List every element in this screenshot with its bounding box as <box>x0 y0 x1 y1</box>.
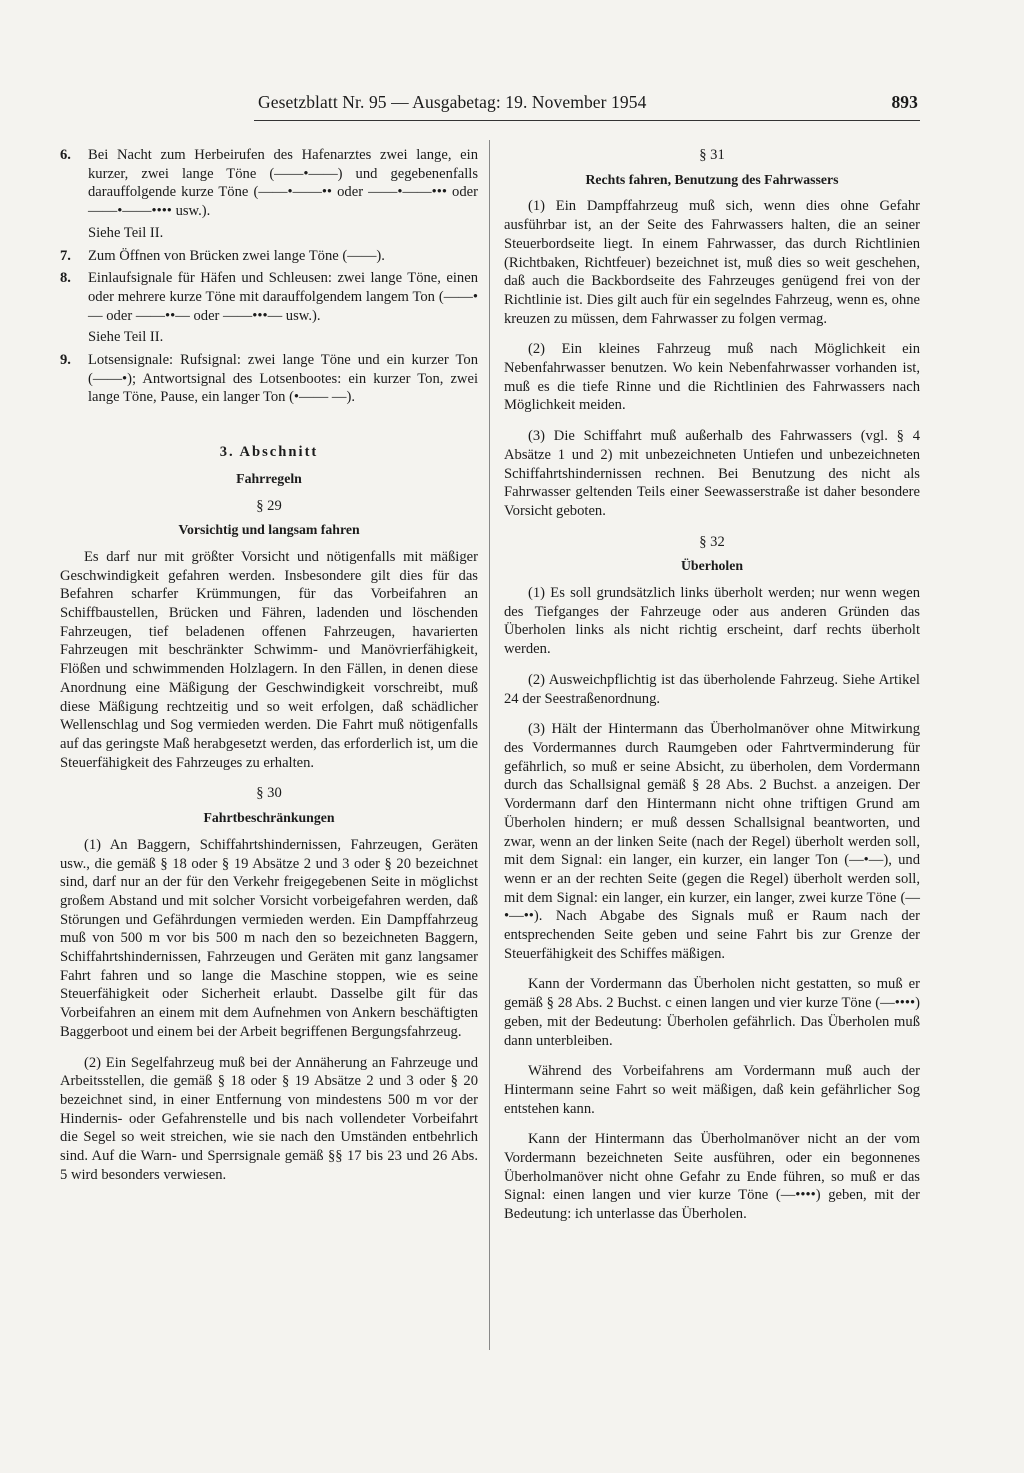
item-text: Zum Öffnen von Brücken zwei lange Töne (——). <box>88 247 385 264</box>
item-text: Bei Nacht zum Herbeirufen des Hafenarztes zwei lange, ein kurzer, zwei lange Töne (——•——) und gegebenenfalls darauffolgende kurze Töne (——•——•• oder ——•——••• oder ——•——•••• usw.). <box>88 147 478 220</box>
paragraph-text: (1) An Baggern, Schiffahrtshindernissen, Fahrzeugen, Geräten usw., die gemäß § 18 oder § 19 Absätze 2 und 3 oder § 20 bezeichnet sind, darf nur an der für den Verkehr freigegebenen Seite in möglichst großem Abstand und mit solcher Vorsicht vorbeigefahren werden, daß Störungen und Gefährdungen vermieden werden. Ein Dampffahrzeug muß von 500 m vor bis 500 m nach den so bezeichneten Baggern, Schiffahrtshindernissen, Fahrzeugen und Geräten mit ganz langsamer Fahrt fahren und so lange die Maschine stoppen, wie es seine Steuerfähigkeit oder Sicherheit erlaubt. Dasselbe gilt für das Vorbeifahren an einem mit dem Aufnehmen von Ankern beschäftigten Baggerboot und einem bei der Arbeit begriffenen Bergungsfahrzeug. <box>60 836 478 1040</box>
list-item <box>60 247 478 266</box>
list-item <box>60 146 478 243</box>
paragraph-text: Während des Vorbeifahrens am Vordermann muß auch der Hintermann seine Fahrt so weit mäßigen, daß kein gefährlicher Sog entstehen kann. <box>504 1063 920 1117</box>
paragraph-text: (2) Ausweichpflichtig ist das überholende Fahrzeug. Siehe Artikel 24 der Seestraßenordnung. <box>504 671 920 707</box>
item-number: 7. <box>60 247 71 264</box>
paragraph-sign: § 31 <box>699 147 725 163</box>
page-number: 893 <box>891 92 918 112</box>
item-number: 8. <box>60 270 71 287</box>
item-text: Einlaufsignale für Häfen und Schleusen: zwei lange Töne, einen oder mehrere kurze Töne mit darauffolgendem langem Ton (——•— oder ——••— oder ——•••— usw.). <box>88 270 478 324</box>
paragraph-title: Vorsichtig und langsam fahren <box>178 522 360 538</box>
paragraph-text: Kann der Hintermann das Überholmanöver nicht an der vom Vordermann bezeichneten Seite ausführen, oder ein begonnenes Überholmanöver nicht ohne Gefahr zu Ende führen, so muß er das Signal: einen langen und vier kurze Töne (—••••) geben, mit der Bedeutung: ich unterlasse das Überholen. <box>504 1131 920 1223</box>
item-number: 9. <box>60 352 71 369</box>
section-title: Fahrregeln <box>236 470 302 486</box>
paragraph-sign: § 30 <box>256 785 282 802</box>
item-text: Lotsensignale: Rufsignal: zwei lange Töne und ein kurzer Ton (——•); Antwortsignal des Lotsenbootes: ein kurzer Ton, zwei lange Töne, Pause, ein langer Ton (•—— —). <box>88 352 478 406</box>
paragraph-text: Kann der Vordermann das Überholen nicht gestatten, so muß er gemäß § 28 Abs. 2 Buchst. c einen langen und vier kurze Töne (—••••) geben, mit der Bedeutung: Überholen gefährlich. Das Überholen muß dann unterbleiben. <box>504 976 920 1049</box>
section-heading: 3. Abschnitt <box>219 444 319 461</box>
header-title: Gesetzblatt Nr. 95 — Ausgabetag: 19. November 1954 <box>258 92 647 112</box>
list-item <box>60 351 478 407</box>
left-column <box>60 146 478 1196</box>
paragraph-text: (1) Ein Dampffahrzeug muß sich, wenn dies ohne Gefahr ausführbar ist, an der Seite des Fahrwassers halten, die an seiner Steuerbordseite liegt. In einem Fahrwasser, das durch Richtlinien (Richtbaken, Richtfeuer) bezeichnet ist, muß dies so weit geschehen, daß auch die Backbordseite des Fahrzeuges genügend frei von der Richtlinie ist. Dies gilt auch für ein segelndes Fahrzeug, wenn es, ohne kreuzen zu müssen, dem Fahrwasser zu folgen vermag. <box>504 198 920 327</box>
paragraph-text: Es darf nur mit größter Vorsicht und nötigenfalls mit mäßiger Geschwindigkeit gefahren werden. Insbesondere gilt dies für das Befahren scharfer Krümmungen, für das Vorbeifahren an Schiffbaustellen, Brücken und Fähren, ladenden und löschenden Fahrzeugen, tief beladenen offenen Fahrzeugen, havarierten Fahrzeugen mit beschränkter Schwimm- und Manövrierfähigkeit, Flößen und schwimmenden Holzlagern. In den Fällen, in denen diese Anordnung eine Mäßigung der Geschwindigkeit vorschreibt, muß diese Mäßigung rechtzeitig und so weit erfolgen, daß schädlicher Wellenschlag und Sog vermieden werden. Die Fahrt muß nötigenfalls auf das geringste Maß herabgesetzt werden, das erforderlich ist, um die Steuerfähigkeit des Fahrzeuges zu erhalten. <box>60 548 478 771</box>
item-note: Siehe Teil II. <box>88 329 164 346</box>
right-column <box>504 146 920 1236</box>
list-item <box>60 269 478 347</box>
paragraph-title: Fahrtbeschränkungen <box>203 810 335 826</box>
paragraph-text: (3) Hält der Hintermann das Überholmanöver ohne Mitwirkung des Vordermannes durch Raumgeben oder Fahrtverminderung für gefährlich, so muß er seine Absicht, zu überholen, dem Vordermann durch das Schallsignal gemäß § 28 Abs. 2 Buchst. a anzeigen. Der Vordermann darf den Hintermann nicht ohne triftigen Grund am Überholen hindern; er muß dessen Schallsignal beantworten, und zwar, wenn an der linken Seite (nach der Regel) überholt werden soll, mit dem Signal: ein langer, ein kurzer, ein langer Ton (—•—), und wenn er an der rechten Seite (gegen die Regel) überholt werden soll, mit dem Signal: ein langer, ein kurzer, ein langer, zwei kurze Töne (—•—••). Nach Abgabe des Signals muß er Raum nach der entsprechenden Seite geben und seine Fahrt bis zur Grenze der Steuerfähigkeit des Schiffes mäßigen. <box>504 721 920 962</box>
paragraph-text: (1) Es soll grundsätzlich links überholt werden; nur wenn wegen des Tiefganges der Fahrzeuge oder aus anderen Gründen das Überholen links als nicht richtig erscheint, darf rechts überholt werden. <box>504 585 920 658</box>
paragraph-title: Überholen <box>680 558 744 574</box>
item-note: Siehe Teil II. <box>88 224 164 241</box>
item-number: 6. <box>60 147 71 163</box>
paragraph-sign: § 29 <box>256 497 282 514</box>
paragraph-sign: § 32 <box>699 533 725 550</box>
paragraph-text: (2) Ein Segelfahrzeug muß bei der Annäherung an Fahrzeuge und Arbeitsstellen, die gemäß § 18 oder § 19 Absätze 2 und 3 oder § 20 bezeichnet sind, in einer Entfernung von mindestens 500 m vor der Hindernis- oder Gefahrenstelle und bis nach vollendeter Vorbeifahrt die Segel so weit streichen, wie sie nach den Umständen entbehrlich sind. Auf die Warn- und Sperrsignale gemäß §§ 17 bis 23 und 26 Abs. 5 wird besonders verwiesen. <box>60 1054 478 1183</box>
paragraph-title: Rechts fahren, Benutzung des Fahrwassers <box>585 171 839 187</box>
header-rule <box>254 120 920 121</box>
paragraph-text: (3) Die Schiffahrt muß außerhalb des Fahrwassers (vgl. § 4 Absätze 1 und 2) mit unbezeichneten Untiefen und unbezeichneten Schiffahrtshindernissen rechnen. Bei Benutzung des nicht als Fahrwasser geltenden Teils einer Seewasserstraße ist daher besondere Vorsicht geboten. <box>504 428 920 519</box>
column-divider <box>489 140 490 1350</box>
page-header <box>258 92 918 120</box>
paragraph-text: (2) Ein kleines Fahrzeug muß nach Möglichkeit ein Nebenfahrwasser benutzen. Wo kein Nebenfahrwasser vorhanden ist, muß es die tiefe Rinne und die Richtlinien des Fahrwassers nach Möglichkeit meiden. <box>504 341 920 414</box>
